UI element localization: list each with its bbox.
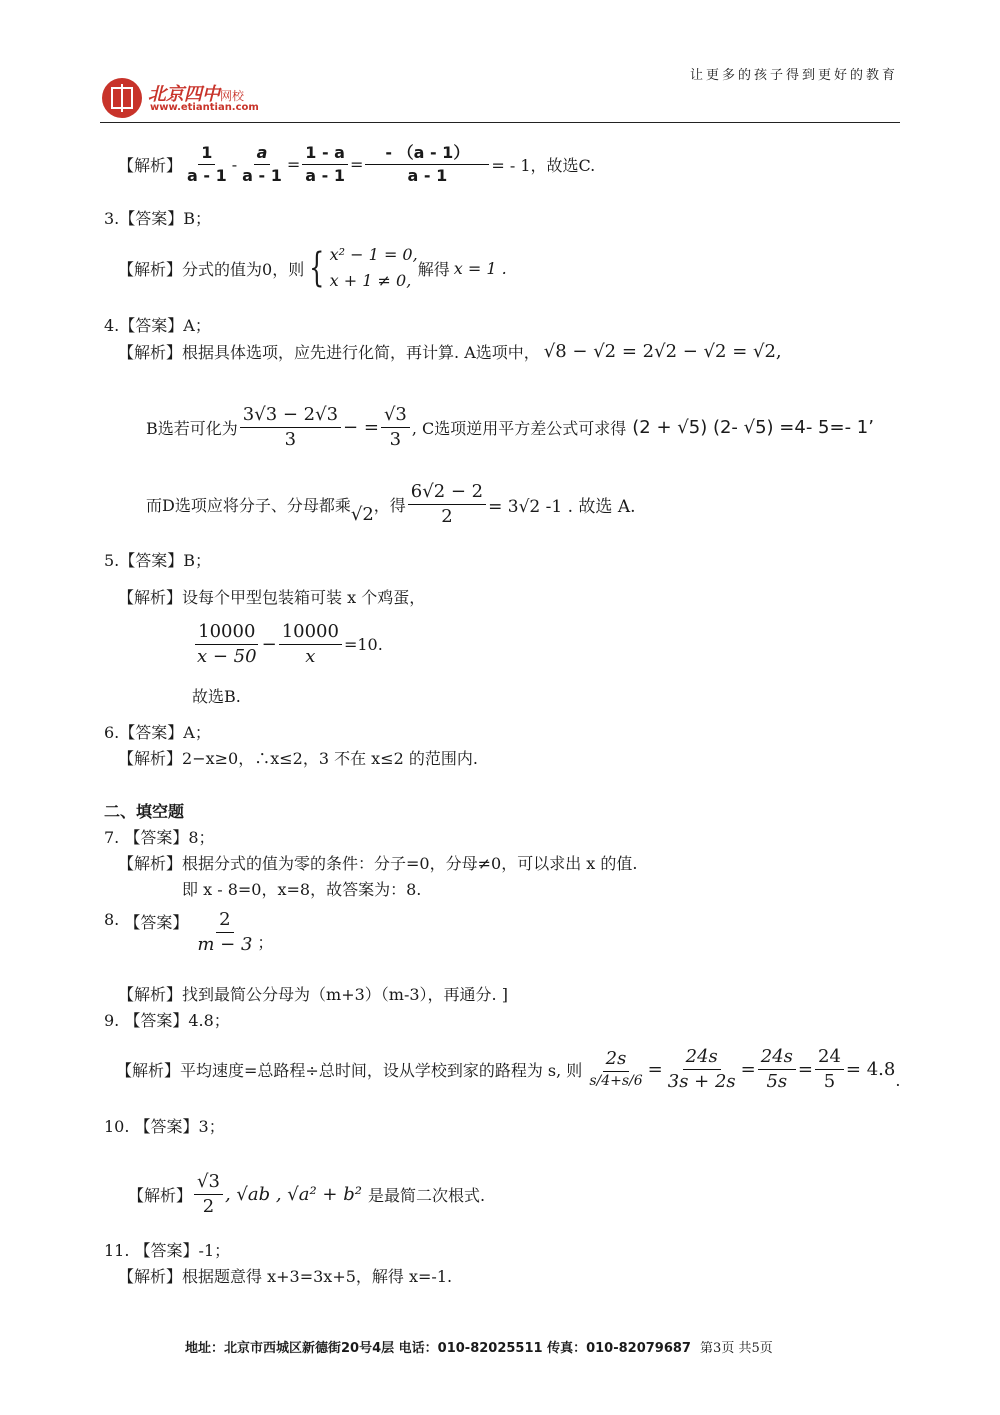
analysis-text: 设每个甲型包装箱可装 x 个鸡蛋， [182,588,426,607]
analysis-tag: 【解析】 [118,985,183,1004]
fraction: $\frac{√3}{2}$ [194,1172,223,1217]
q7-analysis [118,851,637,874]
analysis-text: 解得 [417,259,450,279]
q5-answer [104,548,211,571]
section-title: 二、填空题 [104,802,185,821]
math-operator: − = [343,416,379,438]
q6-analysis [118,746,478,769]
analysis-text: B选若可化为 [146,418,238,438]
q5-conclusion: 故选B. [192,687,241,706]
answer-text: 【答案】3； [134,1117,225,1136]
result-math: x = 1 . [453,258,507,278]
analysis-text: ，得 [373,495,406,515]
q3-answer [104,206,211,229]
fraction: $\frac{24}{5}$ [815,1047,844,1092]
equation-system: { x² − 1 = 0, x + 1 ≠ 0, [309,245,418,291]
fraction: $\frac{a}{a - 1}$ [242,142,282,185]
punctuation: ； [257,933,274,952]
q8-answer [104,910,273,955]
logo-url: www.etiantian.com [150,102,259,113]
analysis-text: 而D选项应将分子、分母都乘 [146,495,351,515]
math-expression: √2 [350,503,374,525]
answer-text: 【答案】4.8； [124,1011,230,1030]
answer-text: 【答案】8； [124,828,215,847]
q11-analysis [118,1264,452,1287]
fraction: $\frac{24s}{5s}$ [758,1047,796,1092]
fraction: $\frac{3√3 - 2√3}{3}$ [240,405,341,450]
analysis-text: 找到最简公分母为（m+3）（m-3），再通分. ] [182,985,508,1004]
question-number: 9. [104,1011,120,1030]
question-number: 7. [104,828,120,847]
analysis-text: 平均速度=总路程÷总时间，设从学校到家的路程为 s, 则 [180,1060,583,1080]
math-expression: (2 + √5) (2- √5) =4- 5=- 1’ [632,416,874,438]
q4-analysis-line2 [146,395,874,459]
answer-text: 【答案】B； [119,551,212,570]
q5-analysis [118,585,425,608]
q4-answer [104,313,211,336]
analysis-tag: 【解析】 [118,155,183,175]
answer-text: 【答案】 [124,913,189,932]
question-number: 10. [104,1117,130,1136]
analysis-tag: 【解析】 [118,1267,183,1286]
header-divider [100,122,900,123]
analysis-tag: 【解析】 [118,854,183,873]
q11-answer [104,1238,230,1261]
answer-text: 【答案】A； [119,316,211,335]
fraction: $\frac{1}{a - 1}$ [187,142,227,185]
q5-equation: $\frac{10000}{x - 50}$ − $\frac{10000}{x}$ =10. [192,616,383,672]
analysis-tag: 【解析】 [128,1185,193,1205]
question-number: 5. [104,551,120,570]
question-number: 6. [104,723,120,742]
q8-analysis [118,982,508,1005]
fraction: 2s s/4 + s/6 [589,1047,643,1089]
q9-answer [104,1008,230,1031]
analysis-text: 根据题意得 x+3=3x+5，解得 x=-1. [182,1267,453,1286]
analysis-tag: 【解析】 [118,749,183,768]
analysis-text: 分式的值为0，则 [182,259,305,279]
fraction: $\frac{6√2 - 2}{2}$ [408,482,486,527]
analysis-text: 是最简二次根式. [367,1185,486,1205]
fraction: $\frac{√3}{3}$ [381,405,410,450]
fraction: $\frac{10000}{x - 50}$ [197,620,257,667]
answer-text: 【答案】B； [119,209,212,228]
fraction: $\frac{10000}{x}$ [279,622,342,667]
analysis-text: 根据具体选项，应先进行化简，再计算. A选项中， [182,343,540,362]
q2-analysis: 【解析】 $\frac{1}{a - 1}$ - $\frac{a}{a - 1}$ = $\frac{1 - a}{a - 1}$ = $\frac{- (a - 1)}{a - 1}$ = - 1，故选C. [118,142,596,185]
q10-answer [104,1114,225,1137]
q2-conclusion: = - 1，故选C. [491,155,596,175]
fraction: $\frac{2}{m - 3}$ [197,909,253,955]
analysis-text: 根据分式的值为零的条件：分子=0，分母≠0，可以求出 x 的值. [182,854,638,873]
analysis-tag: 【解析】 [116,1060,181,1080]
logo-name: 北京四中网校 [148,84,245,105]
answer-text: 【答案】A； [119,723,211,742]
q10-analysis [128,1164,485,1224]
q7-analysis-line2: 即 x - 8=0，x=8，故答案为：8. [182,880,422,899]
answer-text: 【答案】-1； [134,1241,231,1260]
logo-emblem-icon [102,78,142,118]
q4-analysis-line3 [146,474,636,534]
punctuation: . [895,1070,901,1090]
page-number: 第3页 共5页 [700,1341,773,1356]
math-expression: =10. [343,634,383,654]
q6-answer [104,720,211,743]
math-expression: = 4.8 [845,1058,896,1080]
fraction: $\frac{1 - a}{a - 1}$ [302,144,348,184]
footer-address: 地址：北京市西城区新德街20号4层 电话：010-82025511 传真：010-82079687 [185,1341,691,1356]
math-expression: , √ab , √a² + b² [224,1183,362,1205]
analysis-text: 2−x≥0，∴x≤2，3 不在 x≤2 的范围内. [182,749,478,768]
q9-analysis: 【解析】 平均速度=总路程÷总时间，设从学校到家的路程为 s, 则 2s s/4 + s/6 = $\frac{24s}{3s + 2s}$ = $\frac{24s}{5s}$ = $\frac{24}{5}$ = 4.8 . [116,1045,901,1092]
q3-analysis [118,240,507,296]
math-expression: = 3√2 -1 . 故选 A. [488,496,636,517]
fraction: $\frac{- (a - 1)}{a - 1}$ [365,144,489,184]
q4-analysis-line1 [118,340,782,363]
header-slogan: 让更多的孩子得到更好的教育 [689,68,898,83]
question-number: 11. [104,1241,130,1260]
analysis-tag: 【解析】 [118,259,183,279]
question-number: 3. [104,209,120,228]
math-expression: √8 − √2 = 2√2 − √2 = √2, [543,341,782,362]
q7-answer [104,825,215,848]
footer [185,1337,773,1356]
fraction: $\frac{24s}{3s + 2s}$ [667,1045,736,1092]
analysis-tag: 【解析】 [118,343,183,362]
header [100,60,900,122]
question-number: 8. [104,910,120,929]
analysis-text: , C选项逆用平方差公式可求得 [411,418,627,438]
analysis-tag: 【解析】 [118,588,183,607]
question-number: 4. [104,316,120,335]
logo [102,78,142,118]
